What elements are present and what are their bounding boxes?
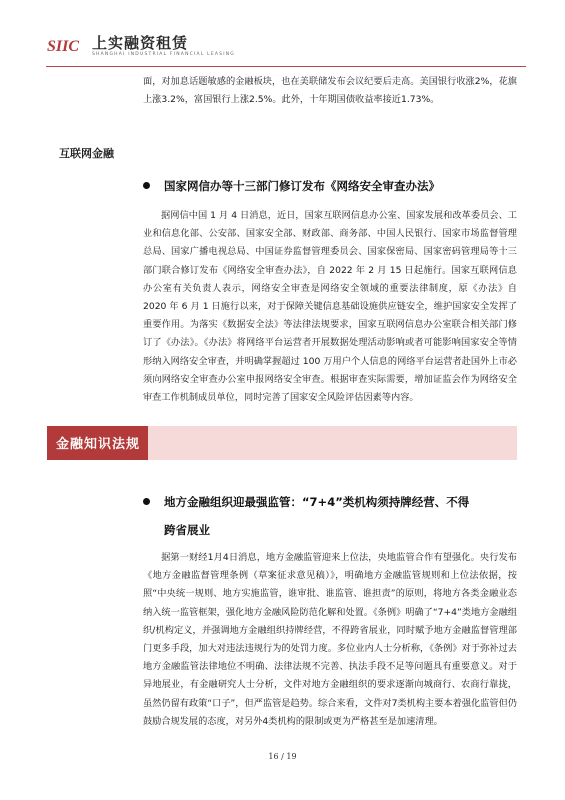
svg-text:SIIC: SIIC bbox=[47, 38, 80, 55]
continuation-paragraph: 面，对加息话题敏感的金融板块，也在美联储发布会议纪要后走高。美国银行收涨2%，花旗上涨3.2%，富国银行上涨2.5%。此外，十年期国债收益率接近1.73%。 bbox=[143, 76, 517, 106]
header-divider bbox=[46, 66, 526, 67]
company-name-en: SHANGHAI INDUSTRIAL FINANCIAL LEASING bbox=[92, 52, 235, 57]
siic-logo-icon bbox=[46, 34, 86, 56]
company-name-cn: 上实融资租赁 bbox=[92, 34, 189, 52]
page-header bbox=[46, 28, 526, 68]
bullet-icon bbox=[143, 498, 150, 505]
article-body: 据网信中国 1 月 4 日消息，近日，国家互联网信息办公室、国家发展和改革委员会、工业和信息化部、公安部、国家安全部、财政部、商务部、中国人民银行、国家市场监督管理总局、国家广播电视总局、中国证券监督管理委员会、国家保密局、国家密码管理局等十三部门联合修订发布《网络安全审查办法》，自 2022 年 2 月 15 日起施行。国家互联网信息办公室有关负责人表示，网络安全审查是网络安全领域的重要法律制度，原《办法》自 2020 年 6 月 1 日施行以来，对于保障关键信息基础设施供应链安全，维护国家安全发挥了重要作用。为落实《数据安全法》等法律法规要求，国家互联网信息办公室联合相关部门修订了《办法》。《办法》将网络平台运营者开展数据处理活动影响或者可能影响国家安全等情形纳入网络安全审查，并明确掌握超过 100 万用户个人信息的网络平台运营者赴国外上市必须向网络安全审查办公室申报网络安全审查。根据审查实际需要，增加证监会作为网络安全审查工作机制成员单位，同时完善了国家安全风险评估因素等内容。 bbox=[143, 210, 517, 404]
section-heading-internet-finance: 互联网金融 bbox=[59, 147, 114, 160]
article-title: 国家网信办等十三部门修订发布《网络安全审查办法》 bbox=[164, 179, 440, 193]
article-body: 据第一财经1月4日消息，地方金融监管迎来上位法，央地监管合作有望强化。央行发布《地方金融监督管理条例（草案征求意见稿）》，明确地方金融监管规则和上位法依据，按照“中央统一规则、地方实施监管，谁审批、谁监管、谁担责”的原则，将地方各类金融业态纳入统一监管框架，强化地方金融风险防范化解和处置。《条例》明确了“7+4”类地方金融组织/机构定义，并强调地方金融组织持牌经营，不得跨省展业，同时赋予地方金融监督管理部门更多手段，加大对违法违规行为的处罚力度。多位业内人士分析称，《条例》对于弥补过去地方金融监管法律地位不明确、法律法规不完善、执法手段不足等问题具有重要意义。对于异地展业，有金融研究人士分析，文件对地方金融组织的要求逐渐向城商行、农商行靠拢，虽然仍留有政策“口子”，但严监管是趋势。综合来看，文件对7类机构主要本着强化监管但仍鼓励合规发展的态度，对另外4类机构的限制或更为严格甚至是加速清理。 bbox=[143, 552, 517, 727]
bullet-icon bbox=[143, 182, 150, 189]
article-title: 地方金融组织迎最强监管：“7+4”类机构须持牌经营、不得 跨省展业 bbox=[164, 495, 470, 537]
page-number: 16 / 19 bbox=[268, 752, 297, 761]
section-band-title: 金融知识法规 bbox=[56, 437, 141, 452]
